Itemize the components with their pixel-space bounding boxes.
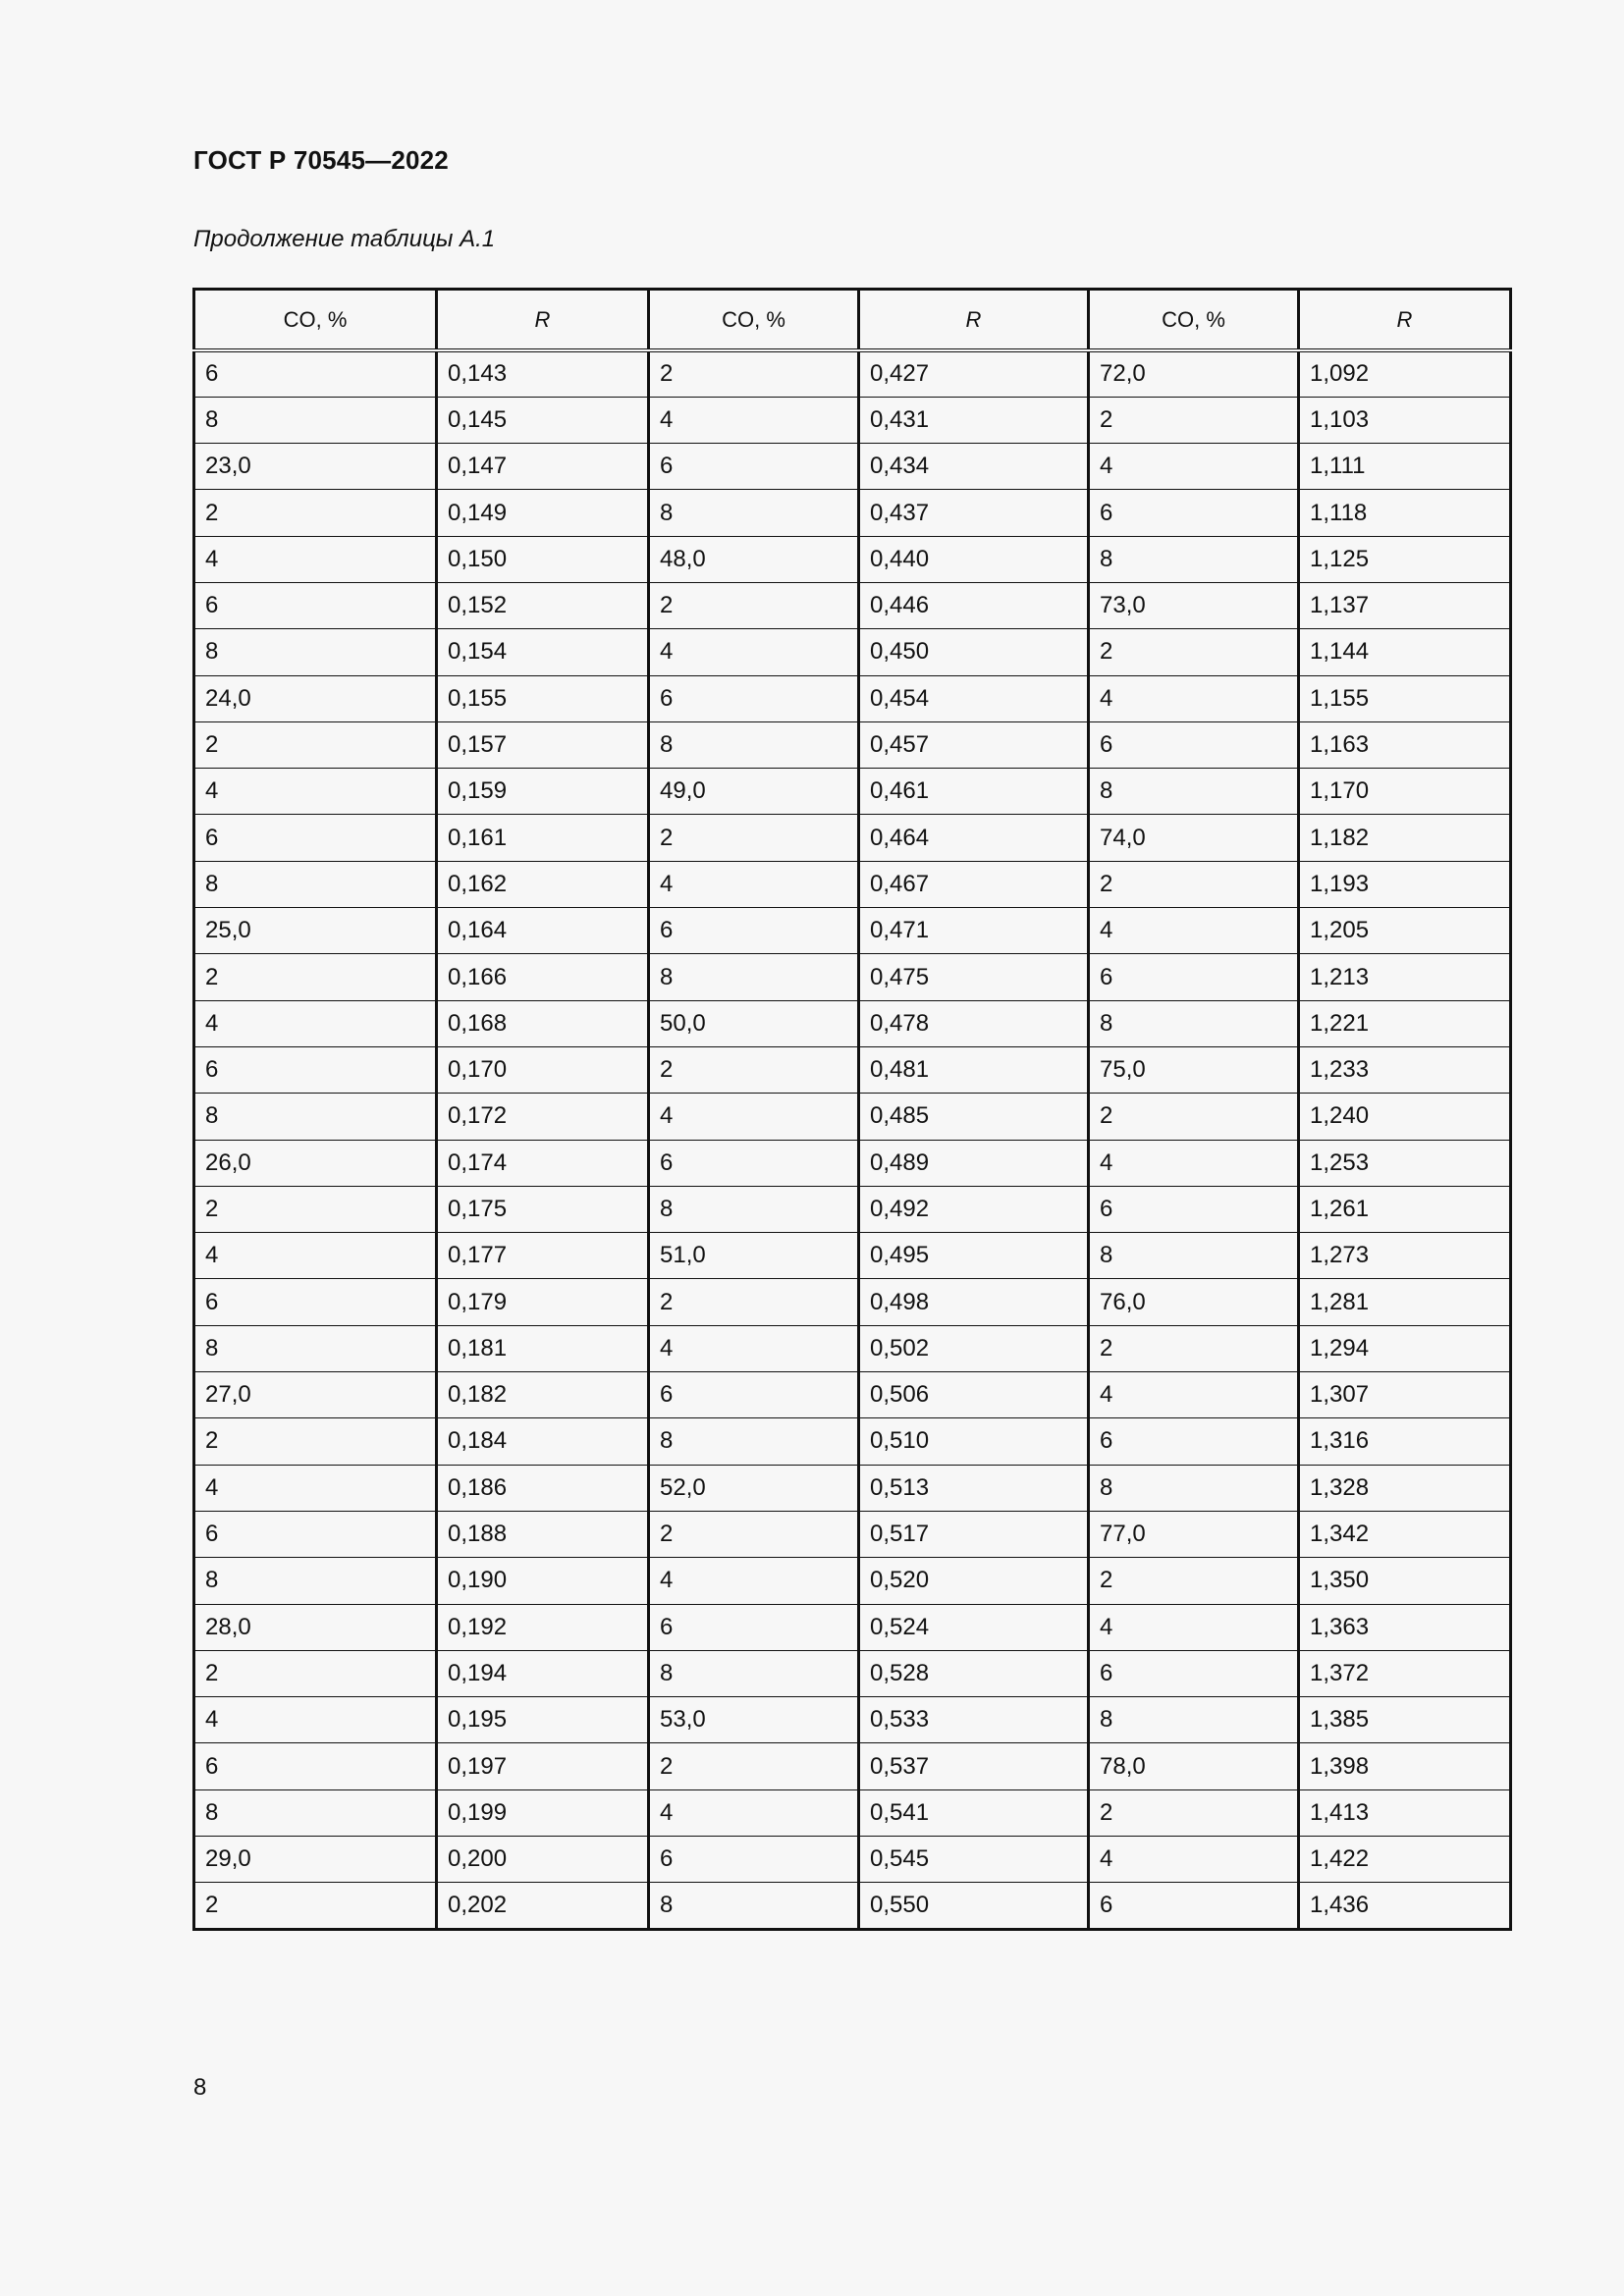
table-row <box>194 1140 1511 1186</box>
cell-co: 4 <box>649 1094 859 1140</box>
cell-r: 1,422 <box>1299 1837 1511 1883</box>
cell-r: 0,192 <box>437 1604 649 1650</box>
cell-r: 1,118 <box>1299 490 1511 536</box>
cell-co: 4 <box>649 1789 859 1836</box>
cell-co: 72,0 <box>1089 350 1299 397</box>
cell-r: 0,517 <box>859 1511 1089 1557</box>
cell-r: 1,233 <box>1299 1046 1511 1093</box>
cell-co: 8 <box>194 629 437 675</box>
page-number: 8 <box>193 2074 207 2101</box>
cell-r: 0,513 <box>859 1465 1089 1511</box>
cell-co: 8 <box>649 1650 859 1696</box>
cell-r: 1,398 <box>1299 1743 1511 1789</box>
cell-co: 6 <box>649 1604 859 1650</box>
cell-co: 4 <box>649 1325 859 1371</box>
cell-co: 4 <box>1089 1837 1299 1883</box>
cell-r: 1,193 <box>1299 861 1511 907</box>
cell-co: 4 <box>194 1000 437 1046</box>
table-row <box>194 769 1511 815</box>
table-row <box>194 582 1511 628</box>
cell-co: 4 <box>194 1697 437 1743</box>
cell-co: 76,0 <box>1089 1279 1299 1325</box>
cell-co: 6 <box>1089 490 1299 536</box>
cell-r: 0,533 <box>859 1697 1089 1743</box>
cell-r: 0,434 <box>859 444 1089 490</box>
cell-co: 6 <box>194 1743 437 1789</box>
cell-r: 0,145 <box>437 397 649 443</box>
cell-r: 0,520 <box>859 1558 1089 1604</box>
cell-r: 0,182 <box>437 1372 649 1418</box>
cell-r: 0,162 <box>437 861 649 907</box>
table-row <box>194 1233 1511 1279</box>
cell-r: 1,155 <box>1299 675 1511 721</box>
cell-r: 0,457 <box>859 721 1089 768</box>
cell-co: 4 <box>649 397 859 443</box>
table-row <box>194 1604 1511 1650</box>
cell-r: 1,281 <box>1299 1279 1511 1325</box>
cell-r: 0,143 <box>437 350 649 397</box>
cell-r: 1,307 <box>1299 1372 1511 1418</box>
cell-co: 2 <box>194 490 437 536</box>
cell-r: 0,431 <box>859 397 1089 443</box>
cell-co: 4 <box>649 861 859 907</box>
cell-co: 78,0 <box>1089 1743 1299 1789</box>
cell-r: 0,437 <box>859 490 1089 536</box>
cell-co: 8 <box>1089 1465 1299 1511</box>
cell-co: 8 <box>194 1094 437 1140</box>
cell-r: 0,524 <box>859 1604 1089 1650</box>
table-row <box>194 536 1511 582</box>
data-table <box>192 288 1512 1931</box>
cell-co: 4 <box>194 1465 437 1511</box>
cell-co: 2 <box>649 815 859 861</box>
table-body <box>194 350 1511 1929</box>
table-row <box>194 1789 1511 1836</box>
cell-r: 0,186 <box>437 1465 649 1511</box>
cell-co: 23,0 <box>194 444 437 490</box>
cell-r: 0,152 <box>437 582 649 628</box>
cell-r: 0,184 <box>437 1418 649 1465</box>
cell-co: 8 <box>1089 1000 1299 1046</box>
table-row <box>194 1186 1511 1232</box>
table-row <box>194 815 1511 861</box>
cell-co: 2 <box>1089 629 1299 675</box>
cell-r: 0,467 <box>859 861 1089 907</box>
cell-co: 26,0 <box>194 1140 437 1186</box>
table-row <box>194 721 1511 768</box>
cell-r: 1,144 <box>1299 629 1511 675</box>
table-row <box>194 1000 1511 1046</box>
cell-co: 2 <box>194 1186 437 1232</box>
cell-co: 6 <box>194 582 437 628</box>
cell-co: 4 <box>649 1558 859 1604</box>
table-row <box>194 1046 1511 1093</box>
cell-co: 4 <box>1089 444 1299 490</box>
column-header-r: R <box>1299 290 1511 351</box>
table-row <box>194 1465 1511 1511</box>
cell-r: 1,328 <box>1299 1465 1511 1511</box>
cell-r: 0,510 <box>859 1418 1089 1465</box>
cell-co: 4 <box>194 769 437 815</box>
cell-co: 8 <box>649 1883 859 1929</box>
table-header-row <box>194 290 1511 351</box>
cell-r: 0,159 <box>437 769 649 815</box>
cell-co: 2 <box>1089 861 1299 907</box>
cell-co: 2 <box>194 721 437 768</box>
cell-co: 8 <box>1089 536 1299 582</box>
cell-r: 1,350 <box>1299 1558 1511 1604</box>
table-row <box>194 1325 1511 1371</box>
cell-co: 49,0 <box>649 769 859 815</box>
cell-co: 4 <box>1089 1372 1299 1418</box>
table-row <box>194 861 1511 907</box>
cell-r: 1,436 <box>1299 1883 1511 1929</box>
cell-r: 1,221 <box>1299 1000 1511 1046</box>
table-row <box>194 490 1511 536</box>
cell-r: 1,170 <box>1299 769 1511 815</box>
cell-co: 2 <box>649 1743 859 1789</box>
table-row <box>194 1094 1511 1140</box>
cell-r: 0,550 <box>859 1883 1089 1929</box>
cell-co: 6 <box>649 675 859 721</box>
table-row <box>194 1511 1511 1557</box>
cell-r: 0,489 <box>859 1140 1089 1186</box>
cell-co: 6 <box>194 1046 437 1093</box>
cell-co: 6 <box>1089 1186 1299 1232</box>
table-row <box>194 1883 1511 1929</box>
cell-co: 2 <box>649 1046 859 1093</box>
cell-r: 0,475 <box>859 954 1089 1000</box>
cell-co: 2 <box>649 1511 859 1557</box>
cell-co: 2 <box>1089 397 1299 443</box>
cell-co: 28,0 <box>194 1604 437 1650</box>
table-row <box>194 1837 1511 1883</box>
cell-co: 4 <box>1089 1604 1299 1650</box>
cell-r: 0,197 <box>437 1743 649 1789</box>
cell-r: 0,177 <box>437 1233 649 1279</box>
table-row <box>194 908 1511 954</box>
cell-co: 6 <box>649 444 859 490</box>
cell-r: 1,316 <box>1299 1418 1511 1465</box>
document-header: ГОСТ Р 70545—2022 <box>193 145 449 175</box>
cell-r: 0,498 <box>859 1279 1089 1325</box>
cell-r: 0,528 <box>859 1650 1089 1696</box>
cell-r: 0,485 <box>859 1094 1089 1140</box>
cell-co: 2 <box>194 954 437 1000</box>
table-row <box>194 675 1511 721</box>
cell-co: 8 <box>1089 769 1299 815</box>
cell-co: 6 <box>194 1511 437 1557</box>
table-row <box>194 1279 1511 1325</box>
cell-r: 1,205 <box>1299 908 1511 954</box>
table-row <box>194 1650 1511 1696</box>
cell-r: 0,172 <box>437 1094 649 1140</box>
cell-r: 0,188 <box>437 1511 649 1557</box>
cell-r: 0,179 <box>437 1279 649 1325</box>
cell-co: 52,0 <box>649 1465 859 1511</box>
cell-co: 8 <box>194 1558 437 1604</box>
cell-co: 4 <box>1089 908 1299 954</box>
cell-co: 2 <box>1089 1558 1299 1604</box>
cell-r: 0,495 <box>859 1233 1089 1279</box>
cell-r: 1,111 <box>1299 444 1511 490</box>
cell-co: 6 <box>1089 954 1299 1000</box>
cell-r: 0,545 <box>859 1837 1089 1883</box>
table-row <box>194 397 1511 443</box>
cell-r: 0,164 <box>437 908 649 954</box>
cell-r: 0,454 <box>859 675 1089 721</box>
table-row <box>194 629 1511 675</box>
cell-r: 1,163 <box>1299 721 1511 768</box>
cell-r: 0,537 <box>859 1743 1089 1789</box>
cell-co: 8 <box>194 861 437 907</box>
cell-r: 1,182 <box>1299 815 1511 861</box>
cell-co: 8 <box>194 1325 437 1371</box>
column-header-co: CO, % <box>1089 290 1299 351</box>
cell-co: 6 <box>649 908 859 954</box>
cell-r: 0,461 <box>859 769 1089 815</box>
cell-co: 6 <box>194 1279 437 1325</box>
cell-r: 0,154 <box>437 629 649 675</box>
cell-r: 0,147 <box>437 444 649 490</box>
cell-co: 25,0 <box>194 908 437 954</box>
table-row <box>194 1743 1511 1789</box>
cell-co: 6 <box>649 1837 859 1883</box>
cell-co: 8 <box>194 397 437 443</box>
cell-r: 1,092 <box>1299 350 1511 397</box>
cell-r: 1,213 <box>1299 954 1511 1000</box>
cell-r: 0,440 <box>859 536 1089 582</box>
table-row <box>194 954 1511 1000</box>
cell-co: 6 <box>1089 1650 1299 1696</box>
cell-co: 53,0 <box>649 1697 859 1743</box>
cell-r: 0,194 <box>437 1650 649 1696</box>
cell-r: 0,195 <box>437 1697 649 1743</box>
cell-r: 0,181 <box>437 1325 649 1371</box>
cell-co: 8 <box>649 490 859 536</box>
cell-r: 1,413 <box>1299 1789 1511 1836</box>
cell-r: 1,385 <box>1299 1697 1511 1743</box>
cell-r: 1,372 <box>1299 1650 1511 1696</box>
cell-co: 50,0 <box>649 1000 859 1046</box>
column-header-co: CO, % <box>649 290 859 351</box>
cell-r: 0,492 <box>859 1186 1089 1232</box>
table-row <box>194 1418 1511 1465</box>
cell-co: 4 <box>1089 675 1299 721</box>
cell-co: 27,0 <box>194 1372 437 1418</box>
cell-co: 73,0 <box>1089 582 1299 628</box>
cell-co: 2 <box>194 1418 437 1465</box>
cell-r: 0,427 <box>859 350 1089 397</box>
table-caption: Продолжение таблицы А.1 <box>193 226 496 252</box>
cell-co: 8 <box>649 1186 859 1232</box>
cell-co: 4 <box>194 1233 437 1279</box>
cell-r: 0,161 <box>437 815 649 861</box>
cell-r: 0,149 <box>437 490 649 536</box>
cell-r: 1,137 <box>1299 582 1511 628</box>
cell-r: 0,199 <box>437 1789 649 1836</box>
cell-co: 2 <box>649 350 859 397</box>
cell-r: 1,342 <box>1299 1511 1511 1557</box>
cell-r: 0,157 <box>437 721 649 768</box>
cell-co: 6 <box>1089 1418 1299 1465</box>
cell-r: 1,294 <box>1299 1325 1511 1371</box>
cell-r: 0,446 <box>859 582 1089 628</box>
cell-r: 1,103 <box>1299 397 1511 443</box>
cell-co: 2 <box>649 582 859 628</box>
cell-co: 8 <box>1089 1697 1299 1743</box>
cell-co: 4 <box>1089 1140 1299 1186</box>
column-header-r: R <box>859 290 1089 351</box>
cell-r: 0,170 <box>437 1046 649 1093</box>
cell-r: 0,478 <box>859 1000 1089 1046</box>
table-row <box>194 444 1511 490</box>
cell-co: 6 <box>194 815 437 861</box>
cell-co: 2 <box>649 1279 859 1325</box>
cell-r: 0,450 <box>859 629 1089 675</box>
table-row <box>194 350 1511 397</box>
column-header-r: R <box>437 290 649 351</box>
cell-co: 6 <box>1089 1883 1299 1929</box>
cell-r: 0,464 <box>859 815 1089 861</box>
cell-co: 6 <box>194 350 437 397</box>
cell-r: 0,481 <box>859 1046 1089 1093</box>
cell-r: 0,506 <box>859 1372 1089 1418</box>
cell-co: 2 <box>194 1883 437 1929</box>
cell-co: 24,0 <box>194 675 437 721</box>
cell-r: 1,273 <box>1299 1233 1511 1279</box>
cell-co: 4 <box>194 536 437 582</box>
cell-r: 1,253 <box>1299 1140 1511 1186</box>
cell-r: 0,174 <box>437 1140 649 1186</box>
cell-co: 6 <box>649 1372 859 1418</box>
cell-co: 75,0 <box>1089 1046 1299 1093</box>
cell-co: 51,0 <box>649 1233 859 1279</box>
cell-r: 1,125 <box>1299 536 1511 582</box>
table-row <box>194 1558 1511 1604</box>
cell-co: 2 <box>1089 1325 1299 1371</box>
cell-co: 8 <box>649 1418 859 1465</box>
cell-co: 6 <box>1089 721 1299 768</box>
cell-r: 0,471 <box>859 908 1089 954</box>
cell-r: 0,502 <box>859 1325 1089 1371</box>
cell-r: 0,168 <box>437 1000 649 1046</box>
cell-co: 2 <box>1089 1094 1299 1140</box>
cell-r: 1,261 <box>1299 1186 1511 1232</box>
cell-co: 29,0 <box>194 1837 437 1883</box>
cell-co: 8 <box>649 721 859 768</box>
cell-r: 0,190 <box>437 1558 649 1604</box>
cell-co: 8 <box>649 954 859 1000</box>
table-container <box>192 288 1512 1931</box>
cell-r: 0,541 <box>859 1789 1089 1836</box>
cell-r: 1,240 <box>1299 1094 1511 1140</box>
cell-co: 2 <box>1089 1789 1299 1836</box>
table-row <box>194 1697 1511 1743</box>
cell-co: 8 <box>1089 1233 1299 1279</box>
cell-co: 6 <box>649 1140 859 1186</box>
cell-r: 0,155 <box>437 675 649 721</box>
cell-co: 2 <box>194 1650 437 1696</box>
cell-co: 77,0 <box>1089 1511 1299 1557</box>
cell-r: 0,150 <box>437 536 649 582</box>
cell-co: 74,0 <box>1089 815 1299 861</box>
cell-co: 48,0 <box>649 536 859 582</box>
table-row <box>194 1372 1511 1418</box>
cell-r: 0,175 <box>437 1186 649 1232</box>
cell-co: 8 <box>194 1789 437 1836</box>
cell-co: 4 <box>649 629 859 675</box>
cell-r: 0,202 <box>437 1883 649 1929</box>
cell-r: 1,363 <box>1299 1604 1511 1650</box>
cell-r: 0,166 <box>437 954 649 1000</box>
cell-r: 0,200 <box>437 1837 649 1883</box>
column-header-co: CO, % <box>194 290 437 351</box>
